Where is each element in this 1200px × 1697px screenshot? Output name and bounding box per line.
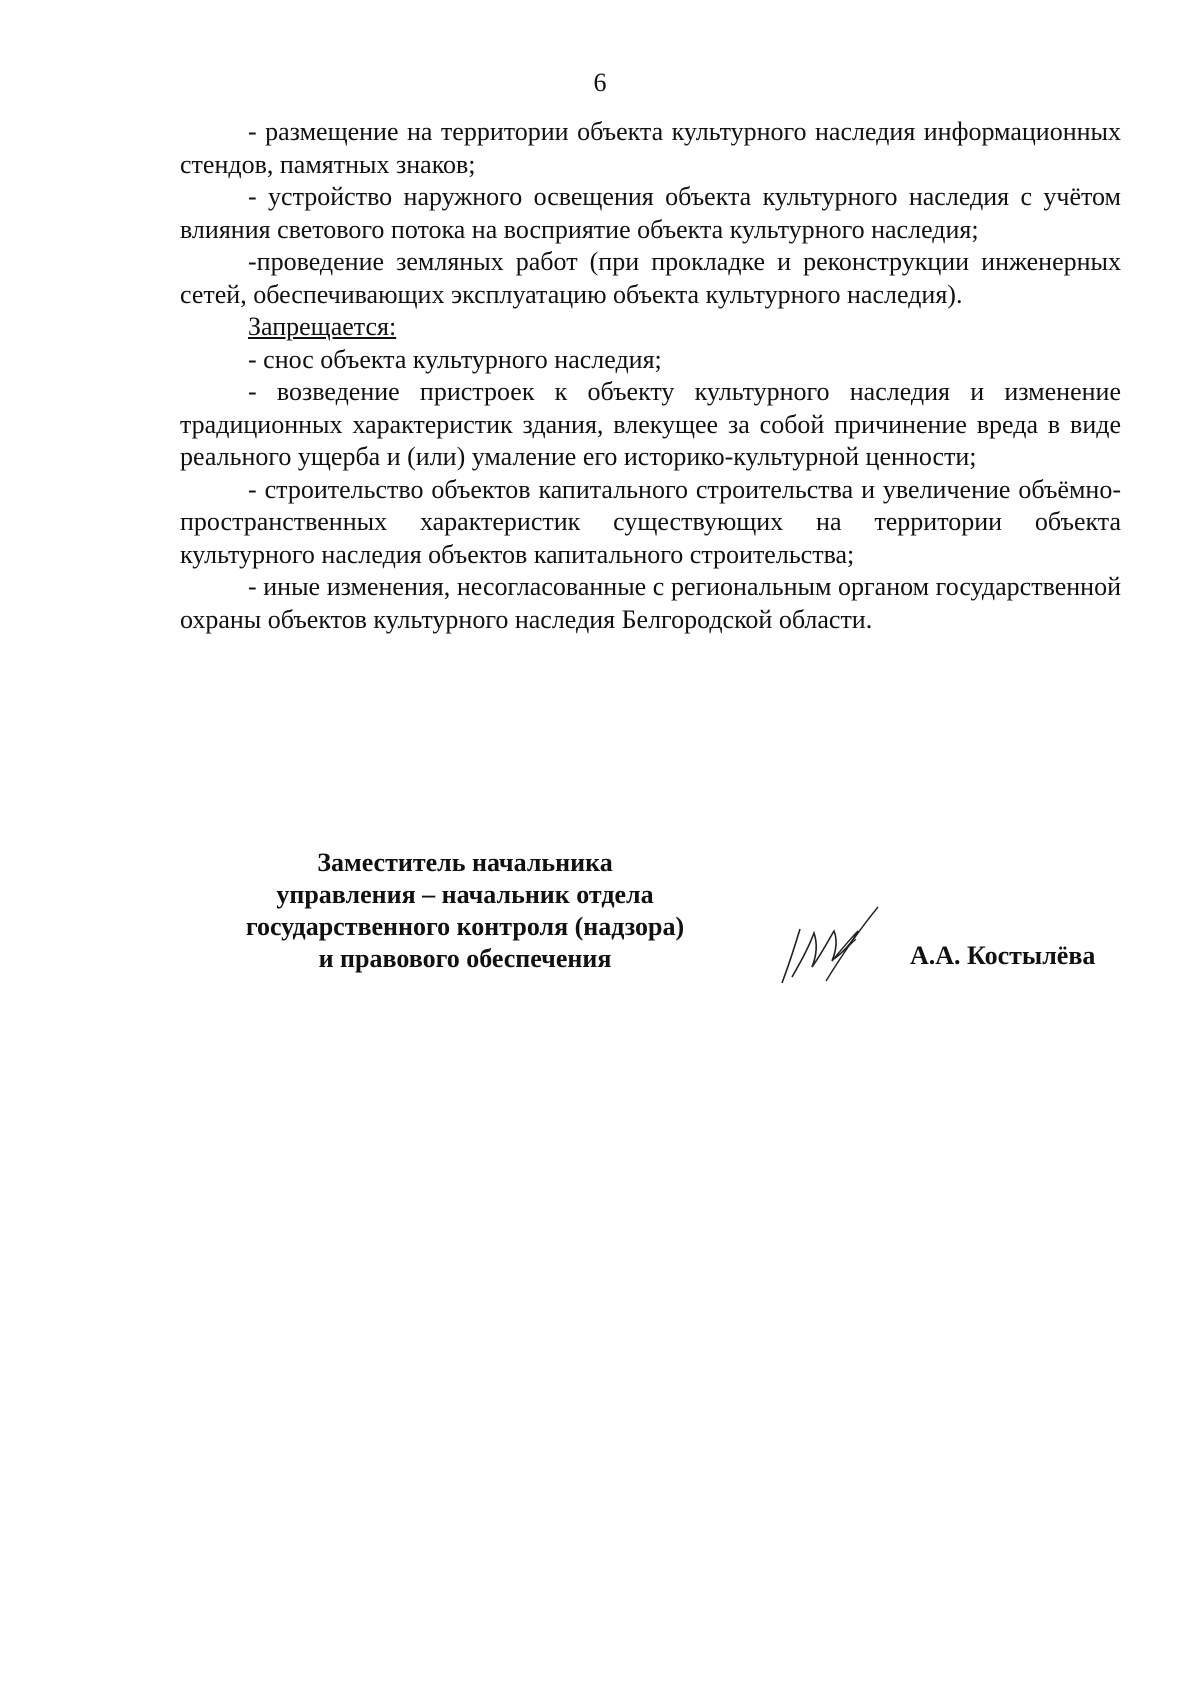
forbidden-item-3: - строительство объектов капитального строительства и увеличение объёмно-пространственных характеристик существующих на территории объекта культурного наследия объектов капитального строительства; (180, 474, 1121, 569)
forbidden-heading-row (180, 311, 1121, 344)
allowed-item-3: -проведение земляных работ (при прокладке и реконструкции инженерных сетей, обеспечивающих эксплуатацию объекта культурного наследия). (180, 247, 1121, 309)
forbidden-item-1: - снос объекта культурного наследия; (248, 344, 662, 374)
signatory-position-line-4: и правового обеспечения (318, 944, 612, 973)
signer-name: А.А. Костылёва (910, 941, 1096, 970)
signatory-position (150, 847, 780, 975)
signatory-position-line-1: Заместитель начальника (317, 848, 613, 877)
handwritten-signature (778, 905, 888, 985)
document-body (180, 116, 1121, 636)
page-number: 6 (593, 68, 607, 97)
signatory-position-line-2: управления – начальник отдела (276, 880, 654, 909)
forbidden-item-2: - возведение пристроек к объекту культурного наследия и изменение традиционных характеристик здания, влекущее за собой причинение вреда в виде реального ущерба и (или) умаление его историко-культурной ценности; (180, 377, 1121, 471)
signatory-position-line-3: государственного контроля (надзора) (245, 912, 685, 941)
allowed-item-1: - размещение на территории объекта культурного наследия информационных стендов, памятных знаков; (180, 117, 1121, 179)
forbidden-heading: Запрещается: (248, 312, 397, 341)
allowed-item-2: - устройство наружного освещения объекта культурного наследия с учётом влияния светового потока на восприятие объекта культурного наследия; (180, 182, 1121, 244)
forbidden-item-4: - иные изменения, несогласованные с региональным органом государственной охраны объектов культурного наследия Белгородской области. (180, 572, 1121, 634)
